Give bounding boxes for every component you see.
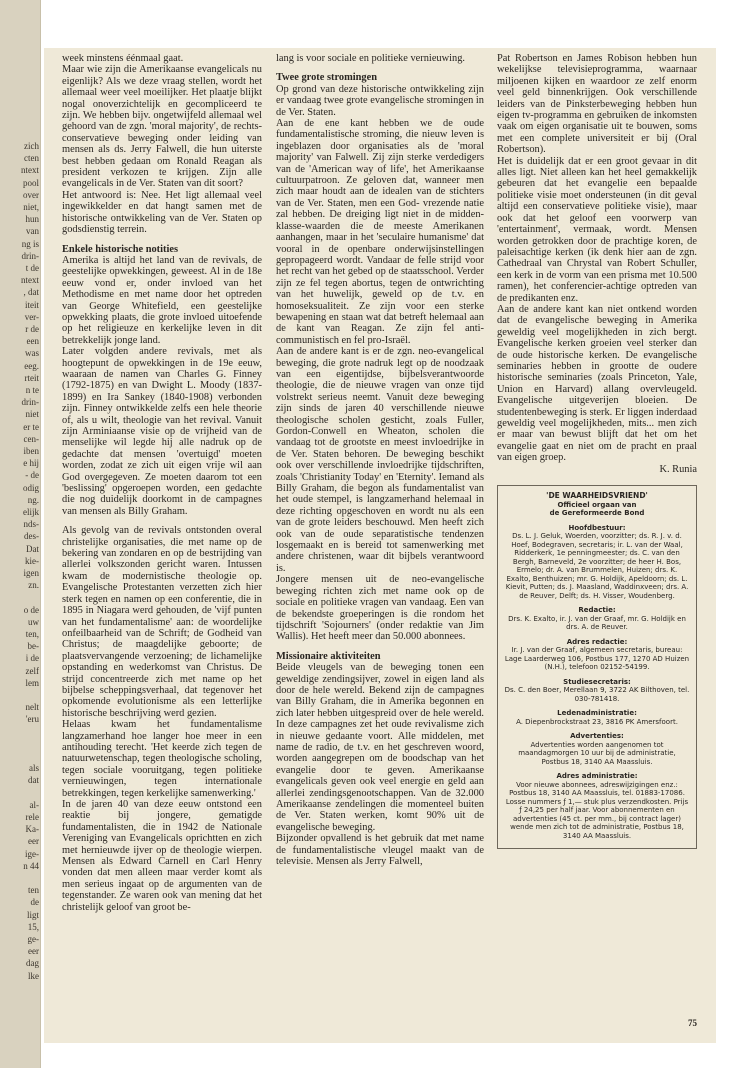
article-column-3-body [497, 53, 697, 464]
colophon-section-heading: Hoofdbestuur: [568, 523, 626, 532]
colophon-section-text: Ir. J. van der Graaf, algemeen secretaris, bureau: Lage Laarderweg 106, Postbus 177, 1270 AD Huizen (N.H.), telefoon 02152-54199. [504, 646, 690, 672]
edge-text-fragment: dag [26, 958, 39, 969]
colophon-section-heading: Adres administratie: [556, 772, 638, 781]
edge-text-fragment: nds- [23, 519, 39, 530]
edge-text-fragment: ng. [27, 494, 39, 505]
edge-text-fragment: over [23, 189, 39, 200]
edge-text-fragment: niet [25, 409, 39, 420]
edge-text-fragment: n 44 [23, 860, 39, 871]
edge-text-fragment: drin- [21, 397, 39, 408]
colophon-section-heading: Advertenties: [570, 732, 624, 741]
adjacent-page-edge [0, 0, 41, 1068]
edge-text-fragment: uw [28, 616, 39, 627]
edge-text-fragment: cten [24, 153, 39, 164]
paragraph: Pat Robertson en James Robison hebben hun wekelijkse televisieprogramma, waarnaar miljoenen kijken en waardoor ze zelf enorm veel geld binnenkrijgen. Ook verschillende leiders van de Pinksterbeweging hebben hun eigen tv-programma en gebruiken de inkomsten vaak om eigen organisatie uit te bouwen, soms met een complete universiteit er bij (Oral Robertson). [497, 53, 697, 156]
article-column-1 [62, 53, 262, 913]
paragraph: Op grond van deze historische ontwikkeling zijn er vandaag twee grote evangelische stromingen in de Ver. Staten. [276, 83, 484, 118]
section-heading: Missionaire aktiviteiten [276, 650, 381, 662]
paragraph: lang is voor sociale en politieke vernieuwing. [276, 53, 465, 64]
colophon-section-text: A. Diepenbrockstraat 23, 3816 PK Amersfoort. [516, 717, 678, 726]
paragraph-gap [62, 517, 262, 525]
paragraph: Het is duidelijk dat er een groot gevaar in dit alles ligt. Niet alleen kan het heel gemakkelijk gebeuren dat het evangelie een bepaalde politieke visie moet ondersteunen (in dit geval altijd een conservatieve politieke visie), maar ook dat het geloof een voorwerp van 'entertainment', vermaak, wordt. Mensen worden getrokken door de prachtige koren, de paleisachtige kerken (ik denk hier aan de zgn. Cathedraal van Chrystal van Robert Schuller, een kerk in de vorm van een prisma met 10.500 ramen), het conferencier-achtige optreden van de predikanten enz. [497, 155, 697, 304]
edge-text-fragment: pool [22, 177, 39, 188]
edge-text-fragment: , dat [23, 287, 39, 298]
section-heading: Twee grote stromingen [276, 72, 377, 84]
edge-text-fragment: dat [28, 775, 39, 786]
edge-text-fragment: ntext [21, 275, 39, 286]
edge-text-fragment: drin- [21, 250, 39, 261]
colophon-sections [504, 524, 690, 841]
edge-text-fragment: lem [25, 677, 39, 688]
article-column-2 [276, 53, 484, 867]
article-column-3 [497, 53, 697, 849]
edge-text-fragment: odig [22, 482, 39, 493]
edge-text-fragment: kie- [25, 555, 39, 566]
paragraph: Jongere mensen uit de neo-evangelische beweging richten zich met name ook op de sociale en politieke vragen van vandaag. Een van de bekendste groeperingen is die rondom het tijdschrift 'Sojourners' (onder redaktie van Jim Wallis). Het heeft meer dan 50.000 abonnees. [276, 574, 484, 643]
edge-text-fragment: nelt [25, 702, 39, 713]
edge-text-fragment: er te [23, 421, 39, 432]
edge-text-fragment: be- [27, 641, 39, 652]
colophon-section-text: Drs. K. Exalto, ir. J. van der Graaf, mr. G. Holdijk en drs. A. de Reuver. [508, 614, 686, 632]
edge-text-fragment: - de [25, 470, 39, 481]
paragraph: Later volgden andere revivals, met als hoogtepunt de opwekkingen in de 19e eeuw, waaraan de namen van Charles G. Finney (1792-1875) en van Dwight L. Moody (1837-1899) en Ira Sankey (1840-1908) verbonden zijn. Finney ontwikkelde zelfs een hele theorie of, als u wilt, theologie van het revival. Vanuit zijn Arminiaanse visie op de vrijheid van de menselijke wil legde hij alle nadruk op de gedachte dat mensen 'overtuigd' moeten worden, zodat ze zich uit eigen vrije wil aan God overgegeven. Ze moeten daarom tot een 'beslissing' opgeroepen worden, een gedachte die nog duidelijk doorkomt in de campagnes van mensen als Billy Graham. [62, 346, 262, 517]
paragraph: Aan de andere kant kan niet ontkend worden dat de evangelische beweging in Amerika geweldig veel mogelijkheden in zich bergt. Evangelische kerken groeien veel sterker dan de oude historische kerken. De evangelische seminaries hebben in grootte de oudere historische seminaries (zoals Princeton, Yale, Union en Harvard) allang overvleugeld. Evangelische uitgeverijen bloeien. De studentenbeweging is sterk. Er liggen inderdaad geweldig veel mogelijkheden, mits... men zich er maar van bewust blijft dat het om het evangelie gaat en niet om de pracht en praal van eigen groep. [497, 303, 697, 464]
section-heading: Enkele historische notities [62, 243, 179, 255]
edge-text-fragment: al- [29, 799, 39, 810]
edge-text-fragment: 'eru [25, 714, 39, 725]
paragraph: Het antwoord is: Nee. Het ligt allemaal veel ingewikkelder en dat hangt samen met de historische ontwikkeling van de Ver. Staten op godsdienstig terrein. [62, 189, 262, 236]
edge-text-fragment: ntext [21, 165, 39, 176]
colophon-section-text: Advertenties worden aangenomen tot maandagmorgen 10 uur bij de administratie, Postbus 18, 3140 AA Maassluis. [518, 740, 676, 766]
paragraph: Maar wie zijn die Amerikaanse evangelicals nu eigenlijk? Als we deze vraag stellen, wordt het allemaal weer veel moeilijker. Het plaatje blijkt nogal onoverzichtelijk en gecompliceerd te zijn. We hebben bijv. ongetwijfeld allemaal wel gehoord van de zgn. 'moral majority', de rechts-conservatieve beweging onder leiding van mensen als ds. Jerry Falwell, die hun uiterste best hebben gedaan om Ronald Reagan als president verkozen te krijgen. Zijn alle evangelicals in de Ver. Staten van dit soort? [62, 64, 262, 190]
colophon-section-heading: Ledenadministratie: [557, 709, 637, 718]
edge-text-fragment: des- [24, 531, 39, 542]
edge-text-fragment: Dat [26, 543, 39, 554]
colophon-subtitle: de Gereformeerde Bond [549, 509, 645, 518]
paragraph: Bijzonder opvallend is het gebruik dat met name de fundamentalistische vleugel maakt van de televisie. Mensen als Jerry Falwell, [276, 833, 484, 868]
edge-text-fragment: t de [25, 263, 39, 273]
colophon-title: 'DE WAARHEIDSVRIEND' [546, 491, 648, 501]
edge-text-fragment: ver- [24, 311, 39, 322]
paragraph: Helaas kwam het fundamentalisme langzamerhand hoe langer hoe meer in een antihouding terecht. 'Het keerde zich tegen de natuurwetenschap, tegen theologische scholing, tegen sociale vooruitgang, tegen politieke vernieuwingen, tegen internationale betrekkingen, tegen kerkelijke samenwerking.' [62, 719, 262, 799]
paragraph: In de jaren 40 van deze eeuw ontstond een reaktie bij jongere, gematigde fundamentalisten, die in 1942 de Nationale Vereniging van Evangelicals oprichtten en zich met hernieuwde ijver op de theologie wierpen. Mensen als Edward Carnell en Carl Henry vonden dat men alleen maar verder komt als men serieus ingaat op de argumenten van de tegenstander. Ze waren ook van mening dat het christelijk geloof van groot be- [62, 799, 262, 913]
paragraph: Als gevolg van de revivals ontstonden overal christelijke organisaties, die met name op de bekering van zondaren en op de bestrijding van allerlei volkszonden gericht waren. Intussen kwam de modernistische theologie op. Evangelische Protestanten verzetten zich hier sterk tegen en namen op een conferentie, die in 1895 in Niagara werd gehouden, de 'vijf punten van het fundamentalisme' aan: de woordelijke onfeilbaarheid van de Schrift; de Godheid van Christus; de maagdelijke geboorte; de plaatsvervangende verzoening; de lichamelijke opstanding en wederkomst van Christus. De strijd concentreerde zich met name op het bijbelse scheppingsverhaal, dat tegenover het opkomende evolutionisme als een letterlijke historische beschrijving werd gezien. [62, 525, 262, 719]
edge-text-fragment: eer [28, 946, 39, 957]
edge-text-fragment: ng is [21, 238, 39, 249]
edge-text-fragment: r de [25, 324, 39, 334]
edge-text-fragment: zn. [28, 580, 39, 591]
edge-text-fragment: iben [23, 446, 39, 456]
edge-text-fragment: hun [25, 214, 39, 225]
page-number: 75 [688, 1018, 697, 1028]
edge-text-fragment: ige- [25, 848, 39, 859]
edge-text-fragment: lke [28, 970, 39, 981]
edge-text-fragment: zich [24, 141, 39, 151]
paragraph: Beide vleugels van de beweging tonen een geweldige zendingsijver, zowel in eigen land als door de hele wereld. Bekend zijn de campagnes van Billy Graham, die in Amerika begonnen en zich later hebben uitgespreid over de hele wereld. In deze campagnes zet het oude revivalisme zich in nieuwe gedaante voort. Alle middelen, met name de radio, de t.v. en het geschreven woord, worden aangegrepen om de boodschap van het evangelie door te geven. Amerikaanse evangelicals geven ook veel energie en geld aan allerlei zendingsgenootschappen. Van de 32.000 Amerikaanse zendelingen die momenteel buiten de Ver. Staten werken, komt 90% uit de evangelische beweging. [276, 662, 484, 833]
colophon-section-heading: Studiesecretaris: [563, 677, 631, 686]
edge-text-fragment: e hij [23, 458, 39, 469]
edge-text-fragment: als [29, 763, 39, 774]
edge-text-fragment: eeg. [24, 360, 39, 371]
edge-text-fragment: o de [23, 604, 39, 615]
edge-text-fragment: ten [28, 885, 39, 896]
edge-text-fragment: 15, [27, 921, 39, 932]
paragraph: Aan de ene kant hebben we de oude fundamentalistische stroming, die nieuw leven is ingeblazen door organisaties als de 'moral majority' van Falwell. Zij zijn sterke verdedigers van de 'American way of life', het Amerikaanse cultuurpatroon. Ze geloven dat, wanneer men zich maar houdt aan de idealen van de stichters van de Ver. Staten, men een God- vrezende natie zal hebben. De dreiging ligt niet in de midden-klasse-waarden die de meeste Amerikanen aanhangen, maar in het 'seculaire humanisme' dat vooral in de openbare onderwijsinstellingen gepropageerd wordt. Vandaar de felle strijd voor het recht van het gebed op de staatsschool. Verder zijn ze fel tegen abortus, tegen de ontwrichting van het huwelijk, geweld op de t.v. en homoseksualiteit. Ze zijn voor een sterke bewapening en staan wat dat betreft helemaal aan de kant van Reagan. Ze zijn fel anti-communistisch en fel pro-Israël. [276, 118, 484, 346]
edge-text-fragment: cen- [23, 433, 39, 444]
colophon-subtitle: Officieel orgaan van [557, 500, 637, 509]
edge-text-fragment: elijk [23, 507, 39, 517]
edge-text-fragment: rteit [24, 372, 39, 383]
edge-text-fragment: zelf [25, 665, 39, 676]
colophon-section-text: Ds. L. J. Geluk, Woerden, voorzitter; ds. R. J. v. d. Hoef, Bodegraven, secretaris; ir. L. van der Waal, Ridderkerk, 1e penningmeester; ds. C. van den Bergh, Barneveld, 2e voorzitter; de heer H. Bos, Ermelo; dr. A. van Brummelen, Huizen; drs. K. Exalto, Benthuizen; mr. G. Holdijk, Apeldoorn; ds. L. Kievit, Putten; ds. J. Maasland, Waddinxveen; drs. A. de Reuver, Delft; ds. H. Visser, Woudenberg. [505, 532, 689, 600]
edge-text-fragment: was [25, 348, 39, 359]
paragraph: Aan de andere kant is er de zgn. neo-evangelical beweging, die grote nadruk legt op de noodzaak van een eigentijdse, bijbelsverantwoorde theologie, die de nieuwe vragen van onze tijd volstrekt serieus neemt. Vanuit deze beweging zijn sinds de jaren 40 verschillende nieuwe theologische scholen gesticht, zoals Fuller, Gordon-Conwell en Wheaton, scholen die vandaag tot de grootste en meest invloedrijke in de Ver. Staten behoren. De beweging beschikt ook over verschillende invloedrijke tijdschriften, zoals 'Christianity Today' en 'Eternity'. Iemand als Billy Graham, die begon als fundamentalist van het oude stempel, is langzamerhand helemaal in deze richting opgeschoven en wordt nu als een van de grote leiders beschouwd. Men heeft zich ook van de oude separatistische tendenzen losgemaakt en is bereid tot samenwerking met andere christenen, waar dit bijbels verantwoord is. [276, 346, 484, 574]
edge-text-fragment: de [30, 897, 39, 908]
edge-text-fragment: rele [25, 812, 39, 822]
colophon-section-text: Voor nieuwe abonnees, adreswijzigingen enz.: Postbus 18, 3140 AA Maassluis, tel. 01883-17086. Losse nummers ƒ 1,— stuk plus verzendkosten. Prijs ƒ 24,25 per half jaar. Voor abonnementen en advertenties (45 ct. per mm., bij contract lager) wende men zich tot de administratie, Postbus 18, 3140 AA Maassluis. [505, 780, 689, 840]
edge-text-fragment: n te [25, 385, 39, 395]
author-signature: K. Runia [659, 463, 697, 475]
edge-text-fragment: een [26, 336, 39, 347]
paragraph: Amerika is altijd het land van de revivals, de geestelijke opwekkingen, geweest. Al in de 18e eeuw vond er, onder invloed van het Methodisme en met name door het optreden van George Whitefield, een geestelijke opwekking plaats, die grote invloed uitoefende op het religieuze en kerkelijke leven in dit betrekkelijk jonge land. [62, 254, 262, 346]
edge-text-fragment: eer [28, 836, 39, 847]
edge-text-fragment: igen [23, 568, 39, 578]
edge-text-fragment: i de [25, 653, 39, 664]
colophon-section-heading: Redactie: [578, 606, 616, 615]
edge-text-fragment: ligt [26, 909, 39, 920]
colophon-box [497, 485, 697, 849]
colophon-section-heading: Adres redactie: [566, 637, 628, 646]
paragraph: week minstens éénmaal gaat. [62, 53, 184, 64]
edge-text-fragment: ge- [27, 934, 39, 944]
edge-text-fragment: ten, [25, 629, 39, 639]
colophon-section-text: Ds. C. den Boer, Merellaan 9, 3722 AK Bilthoven, tel. 030-781418. [504, 686, 690, 703]
edge-text-fragment: iteit [25, 299, 39, 310]
edge-text-fragment: van [26, 226, 39, 237]
edge-text-fragment: niet, [23, 202, 39, 212]
edge-text-fragment: Ka- [25, 824, 39, 835]
